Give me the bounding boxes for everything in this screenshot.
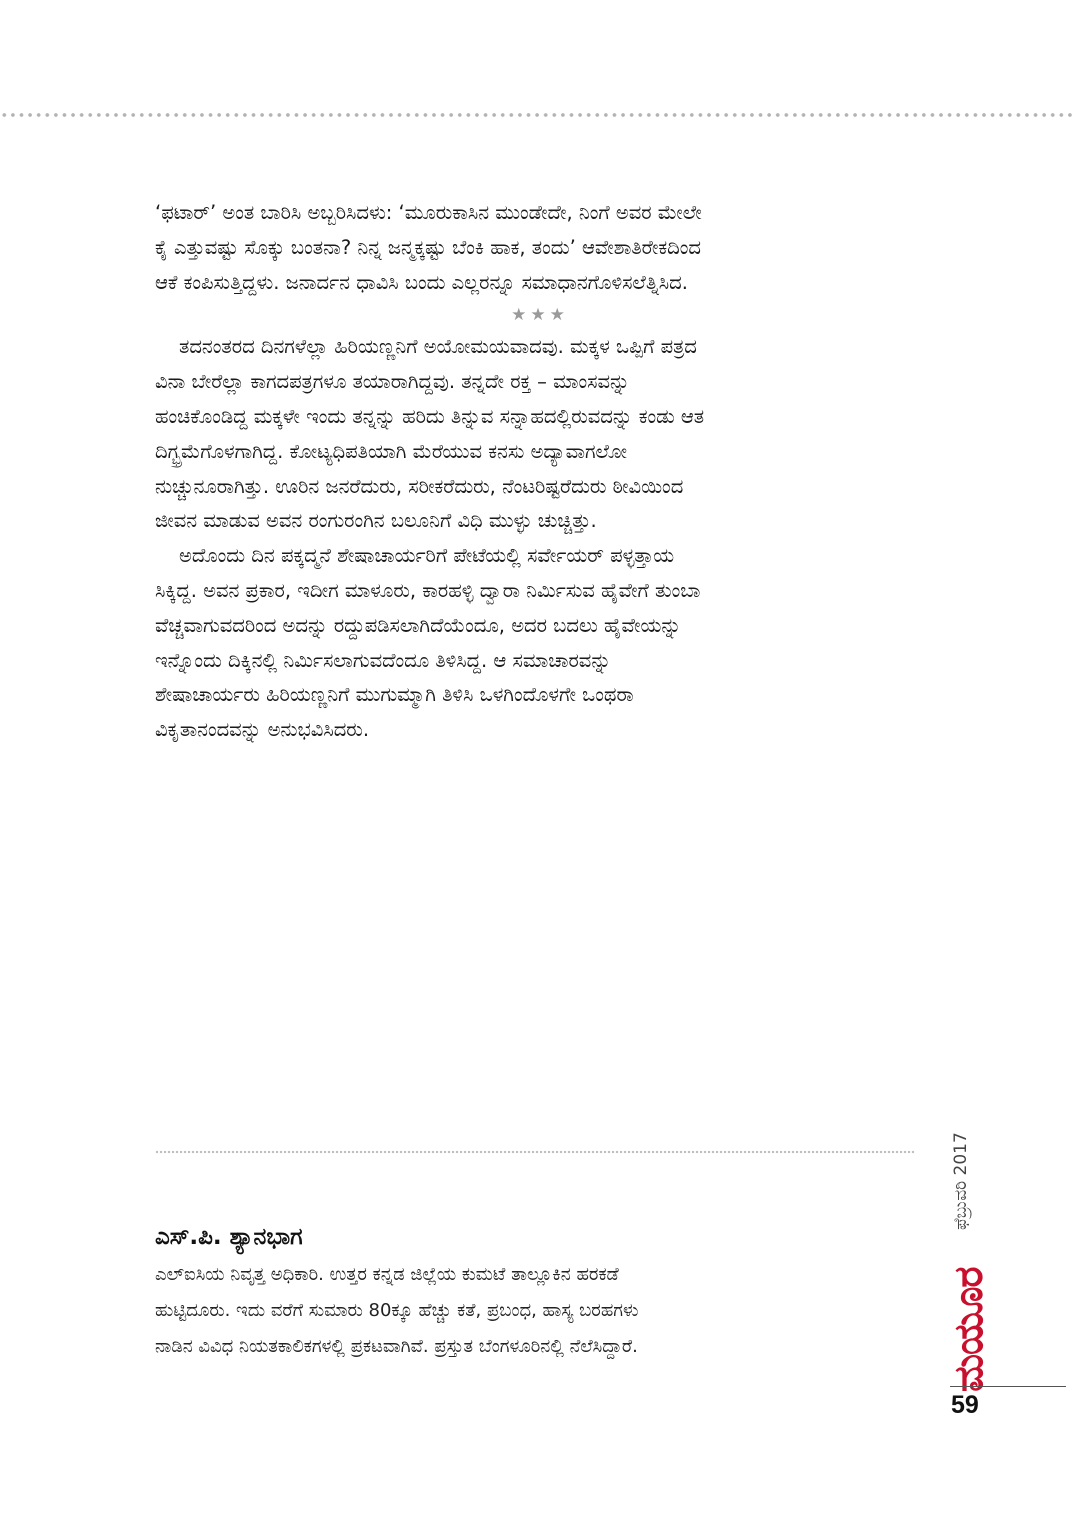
page-number: 59: [951, 1391, 979, 1419]
author-bio: [155, 1257, 895, 1365]
magazine-logo: ಮಯೂರ: [946, 1267, 992, 1392]
page-number-rule: [950, 1386, 1066, 1387]
text-line: ಶೇಷಾಚಾರ್ಯರು ಹಿರಿಯಣ್ಣನಿಗೆ ಮುಗುಮ್ಮಾಗಿ ತಿಳಿಸಿ ಒಳಗಿಂದೊಳಗೇ ಒಂಥರಾ: [155, 683, 634, 707]
text-line: ನುಚ್ಚುನೂರಾಗಿತ್ತು. ಊರಿನ ಜನರೆದುರು, ಸರೀಕರೆದುರು, ನೆಂಟರಿಷ್ಟರೆದುರು ಠೀವಿಯಿಂದ: [155, 474, 684, 498]
text-line: ‘ಫಟಾರ್’ ಅಂತ ಬಾರಿಸಿ ಅಬ್ಬರಿಸಿದಳು: ‘ಮೂರುಕಾಸಿನ ಮುಂಡೇದೇ, ನಿಂಗೆ ಅವರ ಮೇಲೇ: [155, 201, 702, 224]
author-name: ಎಸ್.ಪಿ. ಶ್ಯಾನಭಾಗ: [155, 1224, 303, 1250]
text-line: ವಿಕೃತಾನಂದವನ್ನು ಅನುಭವಿಸಿದರು.: [155, 718, 370, 742]
text-line: ತದನಂತರದ ದಿನಗಳೆಲ್ಲಾ ಹಿರಿಯಣ್ಣನಿಗೆ ಅಯೋಮಯವಾದವು. ಮಕ್ಕಳ ಒಪ್ಪಿಗೆ ಪತ್ರದ: [179, 335, 697, 359]
text-line: ವೆಚ್ಚವಾಗುವದರಿಂದ ಅದನ್ನು ರದ್ದುಪಡಿಸಲಾಗಿದೆಯೆಂದೂ, ಅದರ ಬದಲು ಹೈವೇಯನ್ನು: [155, 613, 682, 637]
bio-line: ಎಲ್ಐಸಿಯ ನಿವೃತ್ತ ಅಧಿಕಾರಿ. ಉತ್ತರ ಕನ್ನಡ ಜಿಲ್ಲೆಯ ಕುಮಟೆ ತಾಲ್ಲೂಕಿನ ಹರಕಡೆ: [155, 1264, 619, 1285]
text-line: ಹಂಚಿಕೊಂಡಿದ್ದ ಮಕ್ಕಳೇ ಇಂದು ತನ್ನನ್ನು ಹರಿದು ತಿನ್ನುವ ಸನ್ನಾಹದಲ್ಲಿರುವದನ್ನು ಕಂಡು ಆತ: [155, 404, 705, 428]
text-line: ವಿನಾ ಬೇರೆಲ್ಲಾ ಕಾಗದಪತ್ರಗಳೂ ತಯಾರಾಗಿದ್ದವು. ತನ್ನದೇ ರಕ್ತ – ಮಾಂಸವನ್ನು: [155, 370, 630, 394]
bio-line: ಹುಟ್ಟಿದೂರು. ಇದು ವರೆಗೆ ಸುಮಾರು 80ಕ್ಕೂ ಹೆಚ್ಚು ಕತೆ, ಪ್ರಬಂಧ, ಹಾಸ್ಯ ಬರಹಗಳು: [155, 1300, 639, 1321]
issue-date: ಫೆಬ್ರುವರಿ 2017: [951, 1132, 971, 1230]
text-line: ಸಿಕ್ಕಿದ್ದ. ಅವನ ಪ್ರಕಾರ, ಇದೀಗ ಮಾಳೂರು, ಕಾರಹಳ್ಳಿ ದ್ವಾರಾ ನಿರ್ಮಿಸುವ ಹೈವೇಗೆ ತುಂಬಾ: [155, 578, 701, 602]
story-paragraph-3: [155, 539, 925, 748]
author-dotted-rule: [155, 1150, 915, 1154]
text-line: ಆಕೆ ಕಂಪಿಸುತ್ತಿದ್ದಳು. ಜನಾರ್ದನ ಧಾವಿಸಿ ಬಂದು ಎಲ್ಲರನ್ನೂ ಸಮಾಧಾನಗೊಳಿಸಲೆತ್ನಿಸಿದ.: [155, 270, 688, 294]
text-line: ಕೈ ಎತ್ತುವಷ್ಟು ಸೊಕ್ಕು ಬಂತನಾ? ನಿನ್ನ ಜನ್ಮಕ್ಕಷ್ಟು ಬೆಂಕಿ ಹಾಕ, ತಂದು’ ಆವೇಶಾತಿರೇಕದಿಂದ: [155, 235, 701, 259]
story-text: [155, 196, 925, 748]
top-dotted-rule: [0, 112, 1072, 118]
story-paragraph-2: [155, 330, 925, 539]
text-line: ಇನ್ನೊಂದು ದಿಕ್ಕಿನಲ್ಲಿ ನಿರ್ಮಿಸಲಾಗುವದೆಂದೂ ತಿಳಿಸಿದ್ದ. ಆ ಸಮಾಚಾರವನ್ನು: [155, 648, 611, 672]
bio-line: ನಾಡಿನ ವಿವಿಧ ನಿಯತಕಾಲಿಕಗಳಲ್ಲಿ ಪ್ರಕಟವಾಗಿವೆ. ಪ್ರಸ್ತುತ ಬೆಂಗಳೂರಿನಲ್ಲಿ ನೆಲೆಸಿದ್ದಾರೆ.: [155, 1336, 638, 1357]
text-line: ಜೀವನ ಮಾಡುವ ಅವನ ರಂಗುರಂಗಿನ ಬಲೂನಿಗೆ ವಿಧಿ ಮುಳ್ಳು ಚುಚ್ಚಿತ್ತು.: [155, 509, 597, 533]
text-line: ದಿಗ್ಭ್ರಮೆಗೊಳಗಾಗಿದ್ದ. ಕೋಟ್ಯಧಿಪತಿಯಾಗಿ ಮೆರೆಯುವ ಕನಸು ಅದ್ಯಾವಾಗಲೋ: [155, 439, 628, 463]
section-separator-stars: ★★★: [511, 305, 569, 326]
story-paragraph-1: [155, 196, 925, 300]
text-line: ಅದೊಂದು ದಿನ ಪಕ್ಕದ್ಮನೆ ಶೇಷಾಚಾರ್ಯರಿಗೆ ಪೇಟೆಯಲ್ಲಿ ಸರ್ವೇಯರ್ ಪಳ್ಳತ್ತಾಯ: [179, 544, 675, 568]
